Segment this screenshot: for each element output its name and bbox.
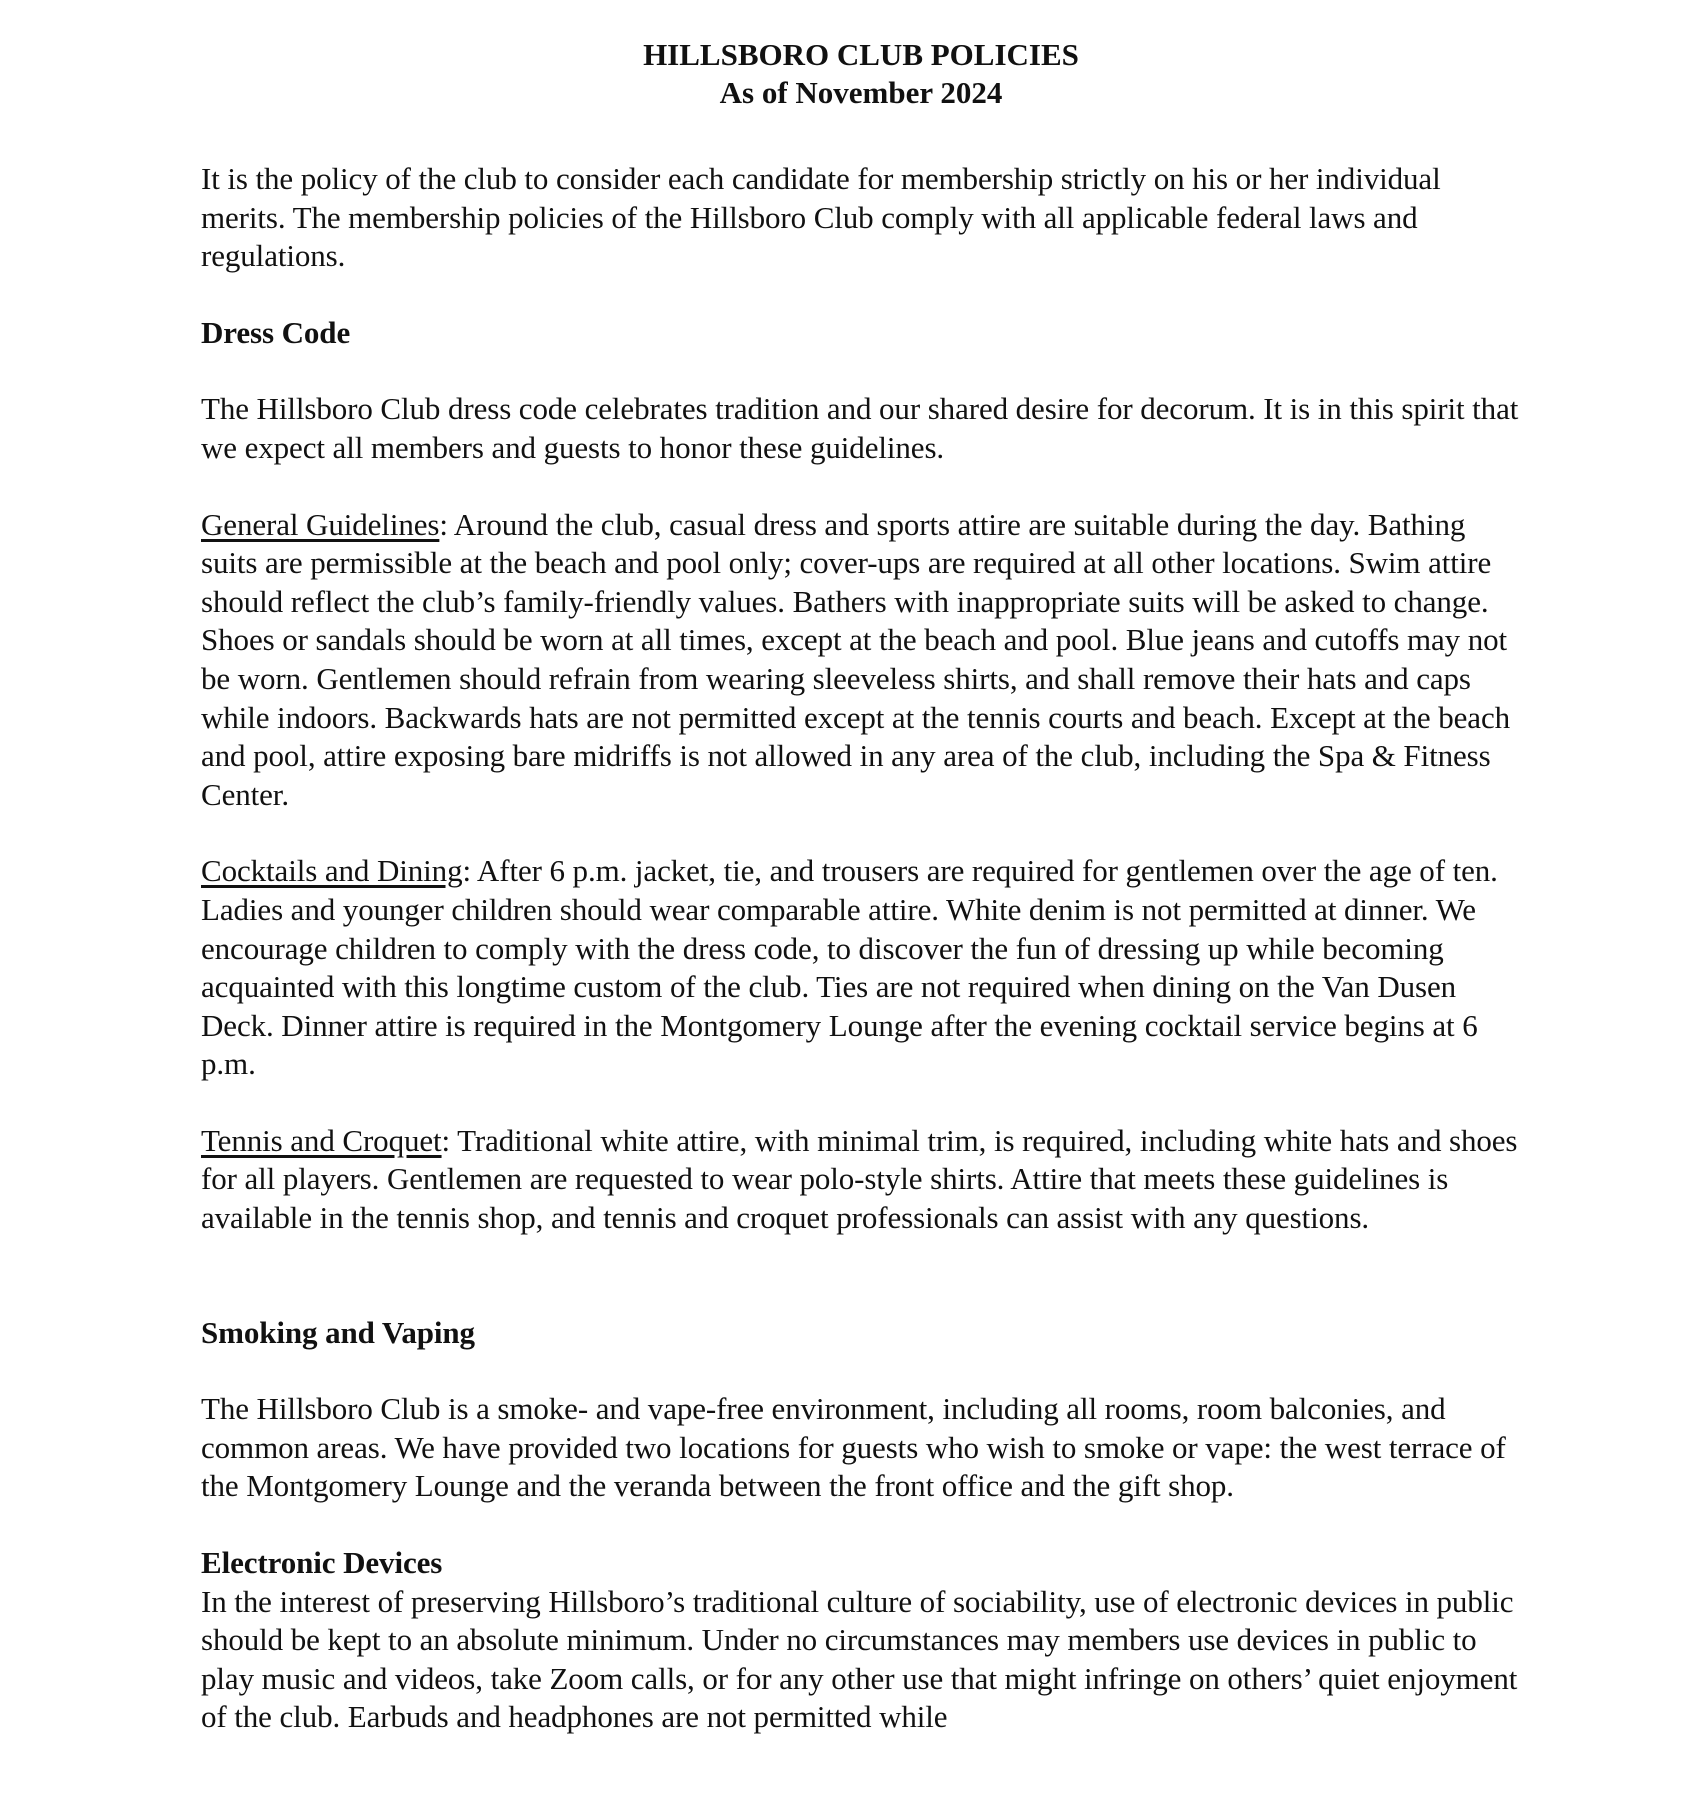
smoking-paragraph: The Hillsboro Club is a smoke- and vape-free environment, including all rooms, room balconies, and common areas. We have provided two locations for guests who wish to smoke or vape: the west terrace of the Montgomery Lounge and the veranda between the front office and the gift shop. [201,1391,1506,1504]
general-guidelines-label: General Guidelines [201,506,440,542]
tennis-croquet-paragraph [201,1122,1521,1238]
tennis-croquet-text: : Traditional white attire, with minimal trim, is required, including white hats and shoes for all players. Gentlemen are requested to wear polo-style shirts. Attire that meets these guidelines is available in the tennis shop, and tennis and croquet professionals can assist with any questions. [201,1122,1518,1236]
general-guidelines-paragraph [201,506,1521,815]
title-block [201,36,1521,112]
cocktails-dining-text: : After 6 p.m. jacket, tie, and trousers are required for gentlemen over the age of ten. Ladies and younger children should wear comparable attire. White denim is not permitted at dinner. We encourage children to comply with the dress code, to discover the fun of dressing up while becoming acquainted with this longtime custom of the club. Ties are not required when dining on the Van Dusen Deck. Dinner attire is required in the Montgomery Lounge after the evening cocktail service begins at 6 p.m. [201,853,1498,1082]
smoking-heading: Smoking and Vaping [201,1314,475,1350]
intro-paragraph: It is the policy of the club to consider each candidate for membership strictly on his or her individual merits. The membership policies of the Hillsboro Club comply with all applicable federal laws and regulations. [201,161,1441,274]
dress-code-intro: The Hillsboro Club dress code celebrates tradition and our shared desire for decorum. It is in this spirit that we expect all members and guests to honor these guidelines. [201,391,1519,465]
document-subtitle: As of November 2024 [719,75,1003,110]
tennis-croquet-label: Tennis and Croquet [201,1122,442,1158]
document-page [201,36,1521,1737]
cocktails-dining-label: Cocktails and Dining [201,853,463,889]
electronics-paragraph: In the interest of preserving Hillsboro’s traditional culture of sociability, use of electronic devices in public should be kept to an absolute minimum. Under no circumstances may members use devices in public to play music and videos, take Zoom calls, or for any other use that might infringe on others’ quiet enjoyment of the club. Earbuds and headphones are not permitted while [201,1583,1518,1735]
document-title: HILLSBORO CLUB POLICIES [643,37,1079,72]
cocktails-dining-paragraph [201,852,1521,1084]
electronics-heading: Electronic Devices [201,1545,443,1581]
general-guidelines-text: : Around the club, casual dress and sports attire are suitable during the day. Bathing suits are permissible at the beach and pool only; cover-ups are required at all other locations. Swim attire should reflect the club’s family-friendly values. Bathers with inappropriate suits will be asked to change. Shoes or sandals should be worn at all times, except at the beach and pool. Blue jeans and cutoffs may not be worn. Gentlemen should refrain from wearing sleeveless shirts, and shall remove their hats and caps while indoors. Backwards hats are not permitted except at the tennis courts and beach. Except at the beach and pool, attire exposing bare midriffs is not allowed in any area of the club, including the Spa & Fitness Center. [201,506,1511,812]
dress-code-heading: Dress Code [201,314,351,350]
